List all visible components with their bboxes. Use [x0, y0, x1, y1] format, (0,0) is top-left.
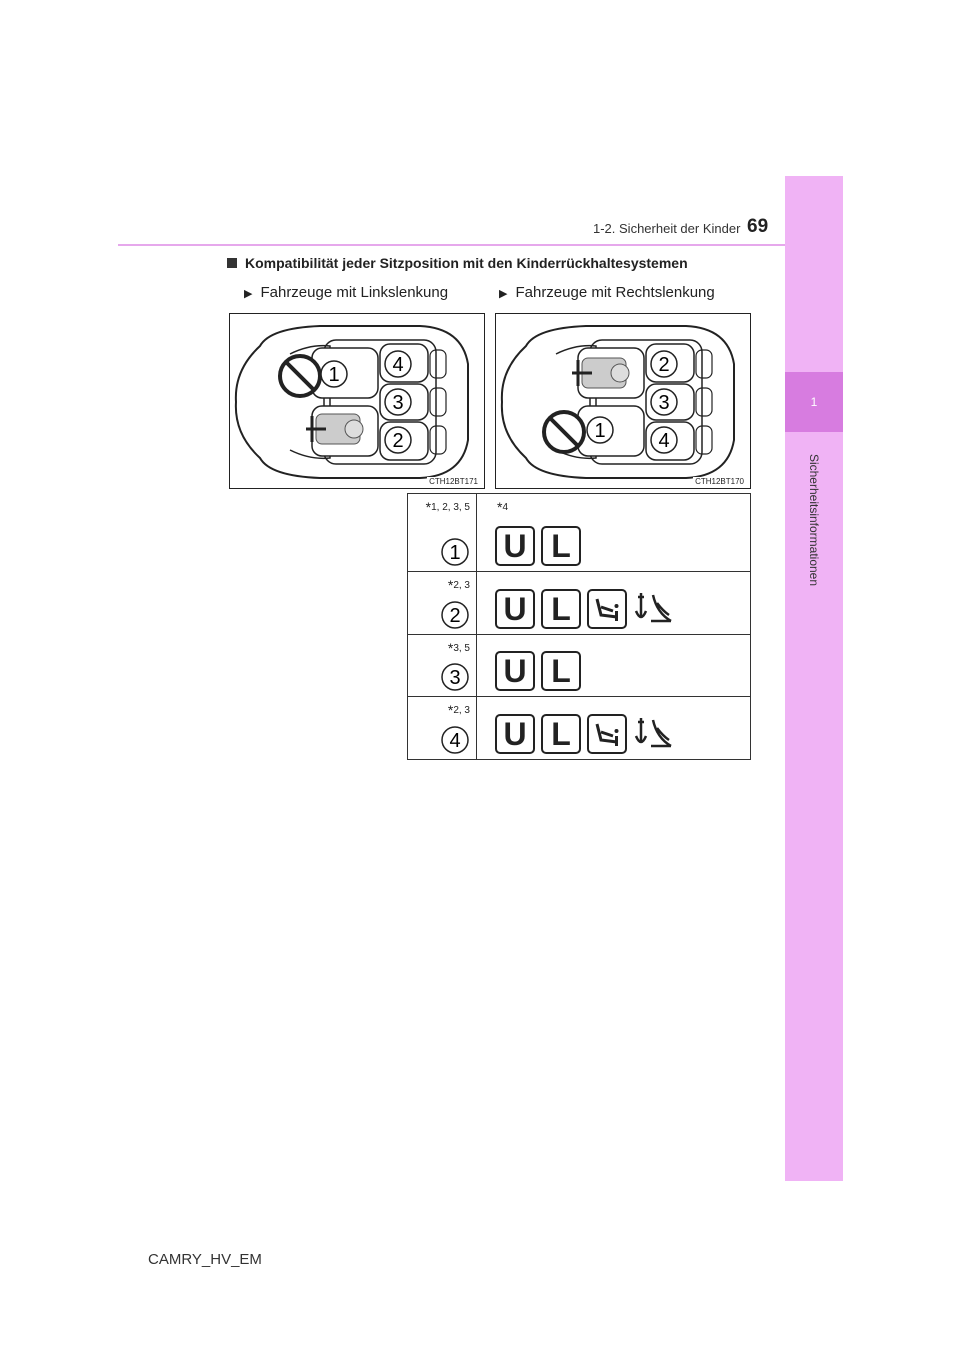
- table-row: [408, 572, 751, 635]
- page-number: 69: [747, 216, 769, 237]
- universal-u-icon: U: [495, 651, 535, 691]
- subheading-right-text: Fahrzeuge mit Rechtslenkung: [515, 284, 715, 301]
- svg-text:3: 3: [449, 667, 461, 689]
- section-title: 1-2. Sicherheit der Kinder: [593, 221, 741, 236]
- universal-l-icon: L: [541, 526, 581, 566]
- svg-text:1: 1: [449, 542, 461, 564]
- seat-cell: [408, 697, 477, 760]
- table-row: [408, 635, 751, 697]
- svg-text:4: 4: [449, 730, 461, 752]
- seat-number-right-1: 1: [594, 420, 606, 442]
- seat-number-icon: [440, 662, 470, 692]
- seat-number-left-3: 3: [392, 392, 404, 414]
- seat-cell: [408, 635, 477, 697]
- compatibility-cell: [477, 494, 751, 572]
- seat-number-right-3: 3: [658, 392, 670, 414]
- subheading-right: [499, 284, 715, 301]
- footnote-ref: *1, 2, 3, 5: [425, 499, 470, 515]
- header-divider: [118, 244, 785, 246]
- compatibility-cell: [477, 635, 751, 697]
- triangle-bullet-icon: ▶: [499, 288, 508, 300]
- seat-cell: [408, 494, 477, 572]
- footnote-ref: *2, 3: [447, 702, 470, 718]
- seat-number-left-4: 4: [392, 354, 404, 376]
- universal-l-icon: L: [541, 714, 581, 754]
- i-size-seat-icon: [587, 714, 627, 754]
- side-tab: [785, 176, 843, 1181]
- compatibility-cell: [477, 697, 751, 760]
- universal-l-icon: L: [541, 589, 581, 629]
- footnote-ref: *3, 5: [447, 640, 470, 656]
- compatibility-table: [407, 493, 751, 760]
- seat-number-left-2: 2: [392, 430, 404, 452]
- seat-number-icon: [440, 537, 470, 567]
- table-row: [408, 494, 751, 572]
- heading-text: Kompatibilität jeder Sitzposition mit den Kinderrückhaltesystemen: [245, 255, 688, 271]
- seat-number-left-1: 1: [328, 364, 340, 386]
- i-size-seat-icon: [587, 589, 627, 629]
- diagram-left-hand-drive: [229, 313, 485, 489]
- footnote-ref: *2, 3: [447, 577, 470, 593]
- seat-number-icon: [440, 725, 470, 755]
- footnote-ref: *4: [497, 499, 509, 515]
- seat-number-right-4: 4: [658, 430, 670, 452]
- isofix-anchor-icon: [633, 714, 673, 754]
- diagram-code-right: CTH12BT170: [695, 477, 744, 486]
- isofix-anchor-icon: [633, 589, 673, 629]
- car-top-view-left: [230, 314, 486, 490]
- diagram-code-left: CTH12BT171: [429, 477, 478, 486]
- footer-model-code: CAMRY_HV_EM: [148, 1251, 262, 1268]
- seat-number-icon: [440, 600, 470, 630]
- side-tab-label: Sicherheitsinformationen: [807, 453, 821, 587]
- compatibility-cell: [477, 572, 751, 635]
- svg-text:2: 2: [449, 605, 461, 627]
- table-row: [408, 697, 751, 760]
- universal-u-icon: U: [495, 589, 535, 629]
- square-bullet-icon: [227, 258, 237, 268]
- side-tab-number: 1: [785, 372, 843, 432]
- seat-cell: [408, 572, 477, 635]
- universal-l-icon: L: [541, 651, 581, 691]
- universal-u-icon: U: [495, 714, 535, 754]
- diagram-right-hand-drive: [495, 313, 751, 489]
- triangle-bullet-icon: ▶: [244, 288, 253, 300]
- subheading-left-text: Fahrzeuge mit Linkslenkung: [260, 284, 449, 301]
- seat-number-right-2: 2: [658, 354, 670, 376]
- car-top-view-right: [496, 314, 752, 490]
- subheading-left: [244, 284, 448, 301]
- heading: [227, 255, 688, 271]
- universal-u-icon: U: [495, 526, 535, 566]
